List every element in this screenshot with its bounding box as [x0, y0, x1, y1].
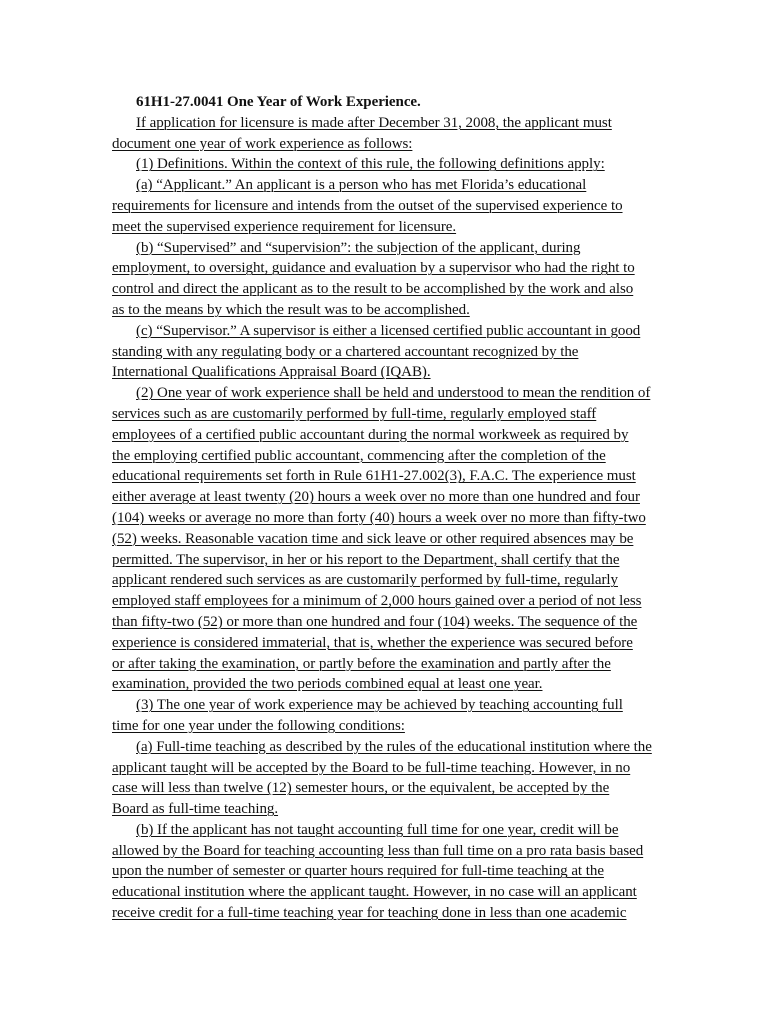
text-line: as to the means by which the result was to be accomplished. [112, 301, 470, 318]
text-line: time for one year under the following conditions: [112, 717, 405, 734]
text-line: either average at least twenty (20) hours a week over no more than one hundred and four [112, 489, 640, 506]
text-line: educational institution where the applicant taught. However, in no case will an applicant [112, 884, 637, 901]
text-line: standing with any regulating body or a chartered accountant recognized by the [112, 343, 579, 360]
text-line: educational requirements set forth in Rule 61H1-27.002(3), F.A.C. The experience must [112, 468, 636, 485]
text-line: Board as full-time teaching. [112, 801, 279, 818]
text-line: (b) “Supervised” and “supervision”: the subjection of the applicant, during [136, 239, 581, 256]
text-line: If application for licensure is made after December 31, 2008, the applicant must [136, 114, 612, 131]
text-line: employees of a certified public accountant during the normal workweek as required by [112, 426, 629, 443]
text-line: upon the number of semester or quarter hours required for full-time teaching at the [112, 863, 604, 880]
text-line: (1) Definitions. Within the context of this rule, the following definitions apply: [136, 156, 605, 173]
text-line: than fifty-two (52) or more than one hundred and four (104) weeks. The sequence of the [112, 613, 638, 630]
text-line: employed staff employees for a minimum of 2,000 hours gained over a period of not less [112, 593, 642, 610]
text-line: (a) “Applicant.” An applicant is a person who has met Florida’s educational [136, 177, 587, 194]
text-line: meet the supervised experience requirement for licensure. [112, 218, 457, 235]
text-line: the employing certified public accountant, commencing after the completion of the [112, 447, 606, 464]
text-line: receive credit for a full-time teaching year for teaching done in less than one academic [112, 905, 627, 922]
text-line: applicant rendered such services as are customarily performed by full-time, regularly [112, 572, 618, 589]
text-line: examination, provided the two periods combined equal at least one year. [112, 676, 543, 693]
text-line: (c) “Supervisor.” A supervisor is either a licensed certified public accountant in good [136, 322, 641, 339]
text-line: or after taking the examination, or partly before the examination and partly after the [112, 655, 611, 672]
text-line: applicant taught will be accepted by the Board to be full-time teaching. However, in no [112, 759, 631, 776]
text-line: document one year of work experience as follows: [112, 135, 413, 152]
text-line: experience is considered immaterial, that is, whether the experience was secured before [112, 634, 633, 651]
text-line: allowed by the Board for teaching accounting less than full time on a pro rata basis based [112, 842, 644, 859]
document-body [112, 92, 752, 924]
text-line: control and direct the applicant as to the result to be accomplished by the work and also [112, 281, 634, 298]
rule-title: 61H1-27.0041 One Year of Work Experience. [136, 94, 421, 110]
text-line: (104) weeks or average no more than forty (40) hours a week over no more than fifty-two [112, 509, 646, 526]
text-line: (a) Full-time teaching as described by the rules of the educational institution where the [136, 738, 652, 755]
text-line: employment, to oversight, guidance and evaluation by a supervisor who had the right to [112, 260, 635, 277]
text-line: (3) The one year of work experience may be achieved by teaching accounting full [136, 697, 623, 714]
text-line: permitted. The supervisor, in her or his report to the Department, shall certify that the [112, 551, 620, 568]
text-line: services such as are customarily performed by full-time, regularly employed staff [112, 405, 597, 422]
text-line: (52) weeks. Reasonable vacation time and sick leave or other required absences may be [112, 530, 634, 547]
text-line: case will less than twelve (12) semester hours, or the equivalent, be accepted by the [112, 780, 610, 797]
text-line: (2) One year of work experience shall be held and understood to mean the rendition of [136, 385, 651, 402]
text-line: International Qualifications Appraisal Board (IQAB). [112, 364, 431, 381]
text-line: requirements for licensure and intends from the outset of the supervised experience to [112, 197, 623, 214]
text-line: (b) If the applicant has not taught accounting full time for one year, credit will be [136, 821, 619, 838]
